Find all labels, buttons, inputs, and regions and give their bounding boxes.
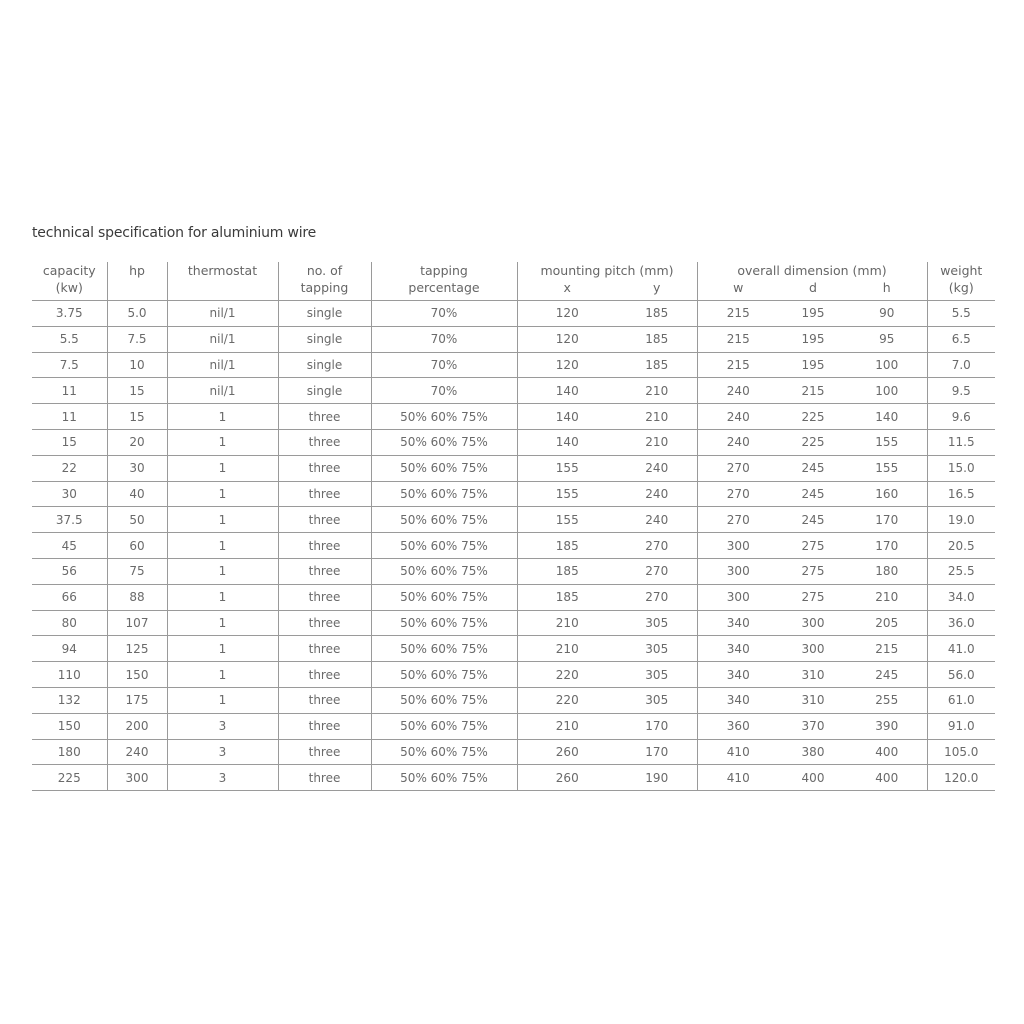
cell-no-of-tapping: three — [278, 687, 371, 713]
table-row — [32, 507, 995, 533]
cell-no-of-tapping: single — [278, 378, 371, 404]
cell-thermostat: nil/1 — [167, 326, 278, 352]
header-x: x — [517, 279, 617, 301]
cell-mounting-y: 305 — [617, 636, 697, 662]
cell-overall-d: 275 — [779, 558, 847, 584]
header-d: d — [779, 279, 847, 301]
cell-overall-h: 180 — [847, 558, 927, 584]
cell-overall-d: 300 — [779, 636, 847, 662]
cell-hp: 7.5 — [107, 326, 167, 352]
header-tapping-percentage-line2: percentage — [408, 280, 480, 295]
cell-weight: 56.0 — [927, 662, 995, 688]
cell-overall-w: 300 — [697, 558, 779, 584]
table-row — [32, 739, 995, 765]
cell-weight: 9.6 — [927, 404, 995, 430]
cell-no-of-tapping: three — [278, 481, 371, 507]
cell-mounting-x: 120 — [517, 352, 617, 378]
cell-mounting-y: 240 — [617, 507, 697, 533]
cell-hp: 150 — [107, 662, 167, 688]
cell-overall-h: 140 — [847, 404, 927, 430]
cell-tapping-percentage: 50% 60% 75% — [371, 584, 517, 610]
cell-thermostat: nil/1 — [167, 301, 278, 327]
table-row — [32, 765, 995, 791]
cell-mounting-y: 270 — [617, 533, 697, 559]
header-y: y — [617, 279, 697, 301]
cell-mounting-x: 120 — [517, 301, 617, 327]
cell-mounting-x: 220 — [517, 662, 617, 688]
header-thermostat: thermostat — [167, 262, 278, 301]
cell-weight: 15.0 — [927, 455, 995, 481]
cell-hp: 40 — [107, 481, 167, 507]
cell-hp: 75 — [107, 558, 167, 584]
cell-overall-w: 215 — [697, 326, 779, 352]
cell-overall-d: 380 — [779, 739, 847, 765]
cell-weight: 16.5 — [927, 481, 995, 507]
cell-overall-w: 340 — [697, 662, 779, 688]
cell-thermostat: 3 — [167, 739, 278, 765]
cell-tapping-percentage: 50% 60% 75% — [371, 765, 517, 791]
cell-mounting-y: 270 — [617, 558, 697, 584]
cell-weight: 6.5 — [927, 326, 995, 352]
header-tapping-percentage-line1: tapping — [420, 263, 468, 278]
cell-tapping-percentage: 50% 60% 75% — [371, 404, 517, 430]
cell-thermostat: 1 — [167, 404, 278, 430]
cell-capacity: 180 — [32, 739, 107, 765]
cell-mounting-x: 155 — [517, 455, 617, 481]
cell-overall-w: 410 — [697, 739, 779, 765]
cell-capacity: 5.5 — [32, 326, 107, 352]
cell-tapping-percentage: 50% 60% 75% — [371, 455, 517, 481]
cell-overall-w: 300 — [697, 533, 779, 559]
cell-overall-d: 310 — [779, 662, 847, 688]
cell-no-of-tapping: three — [278, 455, 371, 481]
cell-tapping-percentage: 50% 60% 75% — [371, 507, 517, 533]
cell-mounting-x: 210 — [517, 713, 617, 739]
cell-mounting-y: 210 — [617, 378, 697, 404]
cell-mounting-y: 305 — [617, 662, 697, 688]
cell-capacity: 66 — [32, 584, 107, 610]
cell-capacity: 15 — [32, 429, 107, 455]
cell-mounting-y: 240 — [617, 455, 697, 481]
cell-no-of-tapping: three — [278, 558, 371, 584]
cell-overall-d: 215 — [779, 378, 847, 404]
header-capacity — [32, 262, 107, 301]
cell-no-of-tapping: three — [278, 713, 371, 739]
table-row — [32, 455, 995, 481]
cell-overall-h: 95 — [847, 326, 927, 352]
header-no-of-tapping-line2: tapping — [300, 280, 349, 295]
cell-overall-h: 400 — [847, 739, 927, 765]
cell-hp: 88 — [107, 584, 167, 610]
cell-capacity: 37.5 — [32, 507, 107, 533]
table-row — [32, 429, 995, 455]
cell-no-of-tapping: single — [278, 301, 371, 327]
cell-hp: 5.0 — [107, 301, 167, 327]
cell-overall-d: 300 — [779, 610, 847, 636]
cell-mounting-x: 260 — [517, 739, 617, 765]
cell-weight: 34.0 — [927, 584, 995, 610]
cell-overall-h: 90 — [847, 301, 927, 327]
cell-overall-w: 340 — [697, 687, 779, 713]
header-capacity-line1: capacity — [42, 263, 96, 278]
cell-mounting-x: 140 — [517, 378, 617, 404]
cell-mounting-y: 270 — [617, 584, 697, 610]
cell-thermostat: nil/1 — [167, 352, 278, 378]
cell-thermostat: 3 — [167, 765, 278, 791]
header-weight-line1: weight — [940, 263, 983, 278]
header-overall-dimension: overall dimension (mm) — [697, 262, 927, 279]
cell-overall-w: 300 — [697, 584, 779, 610]
cell-mounting-y: 210 — [617, 429, 697, 455]
cell-overall-w: 340 — [697, 636, 779, 662]
cell-mounting-x: 220 — [517, 687, 617, 713]
cell-no-of-tapping: three — [278, 584, 371, 610]
cell-hp: 300 — [107, 765, 167, 791]
cell-overall-w: 270 — [697, 507, 779, 533]
cell-no-of-tapping: three — [278, 662, 371, 688]
cell-tapping-percentage: 70% — [371, 352, 517, 378]
cell-tapping-percentage: 70% — [371, 326, 517, 352]
table-row — [32, 713, 995, 739]
cell-capacity: 56 — [32, 558, 107, 584]
cell-overall-h: 100 — [847, 352, 927, 378]
cell-no-of-tapping: three — [278, 739, 371, 765]
cell-mounting-x: 210 — [517, 610, 617, 636]
header-no-of-tapping-line1: no. of — [306, 263, 343, 278]
cell-overall-h: 155 — [847, 455, 927, 481]
cell-overall-h: 245 — [847, 662, 927, 688]
cell-mounting-y: 185 — [617, 352, 697, 378]
cell-capacity: 94 — [32, 636, 107, 662]
cell-tapping-percentage: 50% 60% 75% — [371, 662, 517, 688]
cell-no-of-tapping: three — [278, 404, 371, 430]
cell-overall-w: 240 — [697, 378, 779, 404]
cell-overall-d: 245 — [779, 507, 847, 533]
cell-overall-d: 245 — [779, 481, 847, 507]
cell-thermostat: 1 — [167, 481, 278, 507]
table-row — [32, 636, 995, 662]
cell-mounting-y: 170 — [617, 713, 697, 739]
cell-no-of-tapping: three — [278, 533, 371, 559]
cell-weight: 19.0 — [927, 507, 995, 533]
header-hp: hp — [107, 262, 167, 301]
cell-no-of-tapping: three — [278, 765, 371, 791]
cell-capacity: 80 — [32, 610, 107, 636]
cell-capacity: 150 — [32, 713, 107, 739]
cell-mounting-x: 185 — [517, 533, 617, 559]
cell-mounting-y: 305 — [617, 610, 697, 636]
spec-table — [32, 262, 995, 791]
header-weight — [927, 262, 995, 301]
cell-tapping-percentage: 50% 60% 75% — [371, 687, 517, 713]
cell-tapping-percentage: 50% 60% 75% — [371, 533, 517, 559]
table-row — [32, 687, 995, 713]
cell-thermostat: 1 — [167, 455, 278, 481]
cell-overall-w: 240 — [697, 404, 779, 430]
cell-thermostat: 1 — [167, 507, 278, 533]
cell-overall-w: 215 — [697, 352, 779, 378]
cell-no-of-tapping: three — [278, 636, 371, 662]
cell-overall-w: 240 — [697, 429, 779, 455]
cell-mounting-x: 185 — [517, 584, 617, 610]
cell-thermostat: 1 — [167, 429, 278, 455]
cell-overall-w: 360 — [697, 713, 779, 739]
cell-mounting-x: 155 — [517, 507, 617, 533]
table-body — [32, 301, 995, 791]
cell-weight: 61.0 — [927, 687, 995, 713]
cell-tapping-percentage: 50% 60% 75% — [371, 739, 517, 765]
cell-mounting-y: 305 — [617, 687, 697, 713]
cell-tapping-percentage: 50% 60% 75% — [371, 713, 517, 739]
cell-overall-w: 340 — [697, 610, 779, 636]
cell-hp: 200 — [107, 713, 167, 739]
table-row — [32, 326, 995, 352]
header-weight-line2: (kg) — [948, 280, 974, 295]
cell-thermostat: 1 — [167, 558, 278, 584]
table-row — [32, 558, 995, 584]
cell-tapping-percentage: 50% 60% 75% — [371, 481, 517, 507]
header-mounting-pitch: mounting pitch (mm) — [517, 262, 697, 279]
cell-thermostat: 1 — [167, 533, 278, 559]
cell-overall-d: 310 — [779, 687, 847, 713]
table-row — [32, 481, 995, 507]
cell-hp: 175 — [107, 687, 167, 713]
cell-overall-h: 390 — [847, 713, 927, 739]
cell-capacity: 30 — [32, 481, 107, 507]
cell-mounting-x: 260 — [517, 765, 617, 791]
cell-overall-h: 255 — [847, 687, 927, 713]
table-row — [32, 533, 995, 559]
cell-overall-d: 195 — [779, 326, 847, 352]
cell-weight: 20.5 — [927, 533, 995, 559]
cell-capacity: 22 — [32, 455, 107, 481]
cell-hp: 15 — [107, 378, 167, 404]
cell-thermostat: 1 — [167, 610, 278, 636]
cell-hp: 15 — [107, 404, 167, 430]
cell-overall-d: 245 — [779, 455, 847, 481]
cell-tapping-percentage: 50% 60% 75% — [371, 558, 517, 584]
page-title: technical specification for aluminium wire — [32, 225, 317, 241]
cell-overall-h: 210 — [847, 584, 927, 610]
cell-hp: 30 — [107, 455, 167, 481]
cell-overall-h: 170 — [847, 507, 927, 533]
cell-thermostat: 1 — [167, 636, 278, 662]
cell-thermostat: 1 — [167, 687, 278, 713]
table-row — [32, 378, 995, 404]
header-no-of-tapping — [278, 262, 371, 301]
cell-weight: 41.0 — [927, 636, 995, 662]
cell-mounting-x: 140 — [517, 404, 617, 430]
cell-mounting-x: 120 — [517, 326, 617, 352]
cell-overall-w: 215 — [697, 301, 779, 327]
cell-mounting-y: 170 — [617, 739, 697, 765]
cell-capacity: 7.5 — [32, 352, 107, 378]
header-w: w — [697, 279, 779, 301]
cell-tapping-percentage: 50% 60% 75% — [371, 429, 517, 455]
cell-weight: 36.0 — [927, 610, 995, 636]
cell-thermostat: 1 — [167, 662, 278, 688]
cell-overall-h: 215 — [847, 636, 927, 662]
cell-capacity: 11 — [32, 378, 107, 404]
cell-overall-h: 100 — [847, 378, 927, 404]
cell-mounting-x: 210 — [517, 636, 617, 662]
cell-mounting-y: 185 — [617, 326, 697, 352]
cell-mounting-x: 140 — [517, 429, 617, 455]
cell-weight: 120.0 — [927, 765, 995, 791]
cell-hp: 60 — [107, 533, 167, 559]
cell-thermostat: nil/1 — [167, 378, 278, 404]
cell-weight: 105.0 — [927, 739, 995, 765]
cell-overall-d: 195 — [779, 352, 847, 378]
cell-overall-d: 370 — [779, 713, 847, 739]
cell-overall-d: 195 — [779, 301, 847, 327]
cell-overall-w: 410 — [697, 765, 779, 791]
cell-overall-d: 400 — [779, 765, 847, 791]
cell-overall-d: 275 — [779, 584, 847, 610]
cell-capacity: 45 — [32, 533, 107, 559]
cell-tapping-percentage: 70% — [371, 378, 517, 404]
cell-no-of-tapping: three — [278, 610, 371, 636]
header-tapping-percentage — [371, 262, 517, 301]
cell-mounting-y: 210 — [617, 404, 697, 430]
header-h: h — [847, 279, 927, 301]
cell-overall-d: 225 — [779, 429, 847, 455]
cell-hp: 10 — [107, 352, 167, 378]
table-row — [32, 301, 995, 327]
cell-tapping-percentage: 70% — [371, 301, 517, 327]
table-row — [32, 610, 995, 636]
cell-tapping-percentage: 50% 60% 75% — [371, 610, 517, 636]
cell-weight: 7.0 — [927, 352, 995, 378]
cell-hp: 20 — [107, 429, 167, 455]
cell-mounting-y: 240 — [617, 481, 697, 507]
cell-hp: 107 — [107, 610, 167, 636]
cell-overall-w: 270 — [697, 455, 779, 481]
cell-overall-h: 155 — [847, 429, 927, 455]
cell-capacity: 11 — [32, 404, 107, 430]
cell-no-of-tapping: three — [278, 507, 371, 533]
table-row — [32, 662, 995, 688]
cell-capacity: 132 — [32, 687, 107, 713]
cell-overall-h: 205 — [847, 610, 927, 636]
cell-capacity: 3.75 — [32, 301, 107, 327]
cell-mounting-x: 155 — [517, 481, 617, 507]
cell-no-of-tapping: three — [278, 429, 371, 455]
cell-capacity: 110 — [32, 662, 107, 688]
cell-thermostat: 3 — [167, 713, 278, 739]
cell-hp: 50 — [107, 507, 167, 533]
table-row — [32, 584, 995, 610]
cell-tapping-percentage: 50% 60% 75% — [371, 636, 517, 662]
cell-thermostat: 1 — [167, 584, 278, 610]
cell-weight: 9.5 — [927, 378, 995, 404]
cell-overall-h: 160 — [847, 481, 927, 507]
cell-mounting-x: 185 — [517, 558, 617, 584]
cell-no-of-tapping: single — [278, 326, 371, 352]
cell-overall-w: 270 — [697, 481, 779, 507]
cell-overall-h: 170 — [847, 533, 927, 559]
cell-hp: 125 — [107, 636, 167, 662]
table-row — [32, 404, 995, 430]
cell-mounting-y: 185 — [617, 301, 697, 327]
table-row — [32, 352, 995, 378]
header-capacity-line2: (kw) — [55, 280, 83, 295]
cell-weight: 11.5 — [927, 429, 995, 455]
cell-mounting-y: 190 — [617, 765, 697, 791]
cell-hp: 240 — [107, 739, 167, 765]
cell-no-of-tapping: single — [278, 352, 371, 378]
cell-overall-d: 275 — [779, 533, 847, 559]
cell-weight: 25.5 — [927, 558, 995, 584]
cell-weight: 91.0 — [927, 713, 995, 739]
cell-weight: 5.5 — [927, 301, 995, 327]
cell-overall-h: 400 — [847, 765, 927, 791]
cell-capacity: 225 — [32, 765, 107, 791]
cell-overall-d: 225 — [779, 404, 847, 430]
